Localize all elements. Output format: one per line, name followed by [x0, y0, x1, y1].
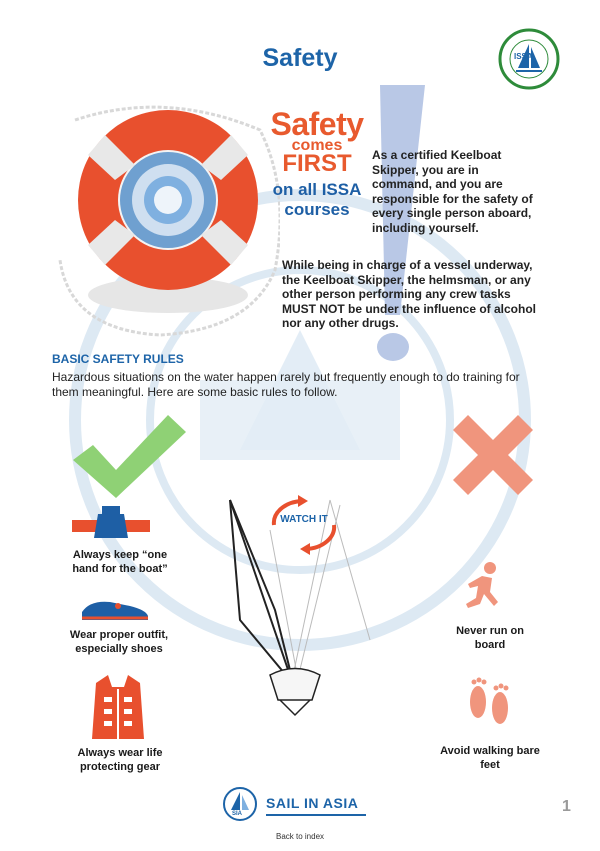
- brand-name: SAIL IN ASIA: [266, 795, 359, 811]
- safety-first-headline: [262, 108, 372, 218]
- alcohol-paragraph: While being in charge of a vessel underway, the Keelboat Skipper, the helmsman, or any other person performing any crew tasks MUST NOT be under the influence of alcohol nor any other drugs.: [282, 258, 537, 330]
- issa-badge: [498, 28, 560, 90]
- rule-bare-feet-caption: Avoid walking bare feet: [440, 745, 540, 771]
- rule-no-run-caption: Never run on board: [456, 625, 524, 651]
- headline-comes: comes: [291, 137, 343, 154]
- headline-first: FIRST: [282, 150, 352, 177]
- sail-in-asia-logo[interactable]: [222, 786, 372, 822]
- hand-on-rail-icon: [72, 506, 150, 546]
- cross-icon: [448, 410, 538, 500]
- brand-underline: [266, 814, 366, 816]
- lifebuoy-graphic: [50, 100, 280, 340]
- watch-it-label: WATCH IT: [280, 514, 328, 525]
- check-icon: [68, 410, 188, 500]
- command-paragraph: As a certified Keelboat Skipper, you are in command, and you are responsible for the safety of every single person aboard, including yourself.: [372, 148, 533, 235]
- watch-it-arrows-icon: [262, 495, 346, 555]
- boat-shoe-icon: [80, 596, 150, 624]
- page-title: Safety: [262, 44, 338, 72]
- back-to-index-link[interactable]: Back to index: [275, 832, 325, 841]
- rule-one-hand-caption: Always keep “one hand for the boat”: [72, 549, 168, 575]
- running-person-icon: [460, 562, 504, 614]
- rule-outfit-caption: Wear proper outfit, especially shoes: [69, 629, 169, 655]
- headline-courses: courses: [284, 200, 350, 219]
- headline-on-all-issa: on all ISSA: [272, 180, 362, 199]
- rules-intro: Hazardous situations on the water happen rarely but frequently enough to do training for them meaningful. Here are some basic rules to follow.: [52, 370, 520, 399]
- sia-logo-text: SIA: [232, 811, 243, 817]
- headline-safety: Safety: [270, 106, 364, 142]
- life-vest-icon: [88, 675, 148, 741]
- bare-feet-icon: [464, 668, 514, 728]
- rule-life-gear-caption: Always wear life protecting gear: [77, 747, 163, 773]
- page-number: 1: [562, 798, 571, 815]
- issa-badge-acronym: ISSA: [514, 52, 533, 61]
- section-heading: BASIC SAFETY RULES: [52, 352, 184, 366]
